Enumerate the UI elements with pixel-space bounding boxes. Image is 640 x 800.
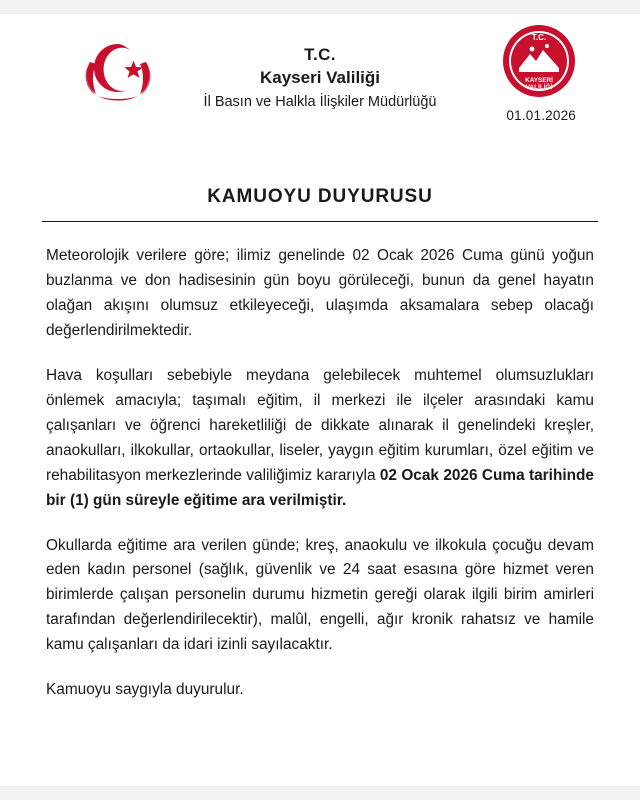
body-text: Kamuoyu saygıyla duyurulur. [46, 681, 244, 699]
kayseri-valiligi-muhru-icon [502, 24, 576, 98]
paragraph-4 [46, 678, 594, 703]
svg-text:KAYSERİ: KAYSERİ [525, 77, 553, 84]
body-text: Okullarda eğitime ara verilen günde; kreş, anaokulu ve ilkokula çocuğu devam eden kadın personel (sağlık, güvenlik ve 24 saat esasına göre hizmet veren birimlerde çalışan personelin durumu hizmetin gereği olarak ilgili birim amirleri tarafından değerlendirilecektir), malûl, engelli, ağır kronik rahatsız ve hamile kamu çalışanları da idari izinli sayılacaktır. [46, 536, 594, 654]
paragraph-1 [46, 244, 594, 344]
body-text: Meteorolojik verilere göre; ilimiz genelinde 02 Ocak 2026 Cuma günü yoğun buzlanma ve don hadisesinin gün boyu görüleceği, bunun da genel hayatın olağan akışını olumsuz etkileyeceği, ulaşımda aksamalara sebep olacağı değerlendirilmektedir. [46, 247, 594, 339]
document-header [42, 0, 598, 130]
header-line-tc: T.C. [304, 45, 336, 64]
header-line-province: Kayseri Valiliği [259, 67, 380, 87]
document-body [46, 244, 594, 703]
svg-text:VALİLİĞİ: VALİLİĞİ [525, 84, 553, 91]
document-date: 01.01.2026 [506, 108, 576, 123]
body-text: Hava koşulları sebebiyle meydana gelebilecek muhtemel olumsuzlukları önlemek amacıyla; taşımalı eğitim, il merkezi ile ilçeler arasındaki kamu çalışanları ve öğrenci hareketliliği de dikkate alınarak il genelindeki kreşler, anaokulları, ilkokullar, ortaokullar, liseler, yaygın eğitim kurumları, özel eğitim ve rehabilitasyon merkezlerinde valiliğimiz kararıyla [46, 366, 594, 484]
turkiye-cumhuriyeti-ay-yildiz-armasi-icon [80, 32, 156, 108]
title-divider [42, 221, 598, 222]
page-title: KAMUOYU DUYURUSU [207, 186, 433, 207]
emphasized-text: 02 Ocak 2026 Cuma tarihinde bir (1) gün süreyle eğitime ara verilmiştir. [46, 466, 594, 509]
headline-section [42, 186, 598, 222]
paragraph-2 [46, 364, 594, 514]
bottom-band [0, 786, 640, 800]
svg-text:T.C.: T.C. [531, 33, 547, 42]
paragraph-3 [46, 534, 594, 659]
header-line-department: İl Basın ve Halkla İlişkiler Müdürlüğü [203, 93, 437, 110]
